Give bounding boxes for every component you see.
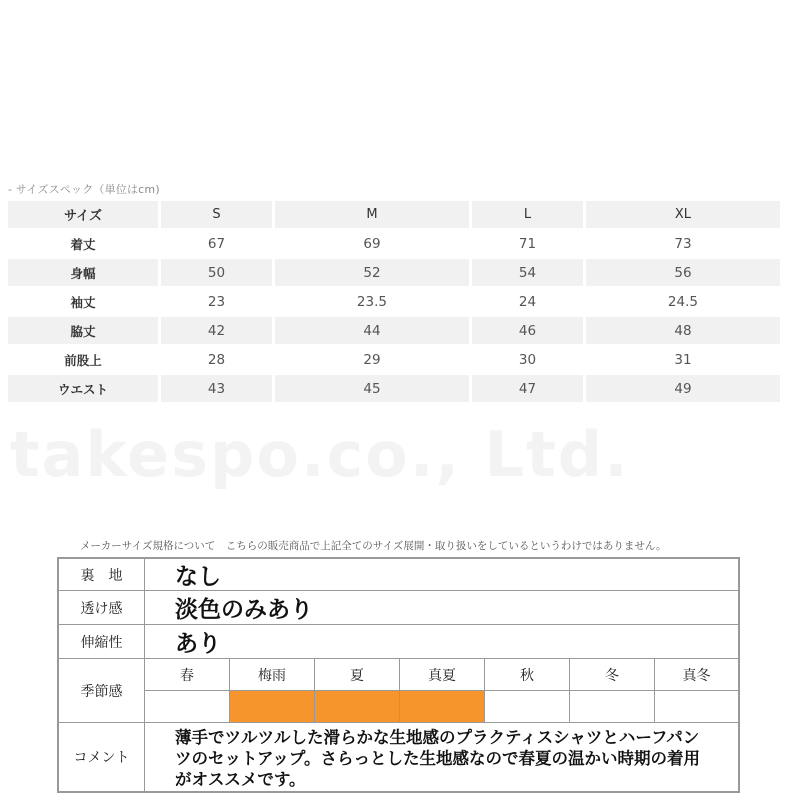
header-label: サイズ <box>8 201 158 228</box>
comment-line: ツのセットアップ。さらっとした生地感なので春夏の温かい時期の着用 <box>175 749 701 768</box>
comment-line: がオススメです。 <box>175 770 306 789</box>
size-spec-table <box>5 199 783 404</box>
season-header: 真夏 <box>400 659 485 691</box>
season-header: 秋 <box>485 659 570 691</box>
header-size: S <box>161 201 272 228</box>
lining-label: 裏 地 <box>59 559 145 591</box>
table-cell: 30 <box>472 346 583 373</box>
table-row <box>8 346 780 373</box>
table-cell: 23.5 <box>275 288 469 315</box>
header-size: XL <box>586 201 780 228</box>
table-cell: 69 <box>275 230 469 257</box>
stretch-value: あり <box>145 625 738 659</box>
table-cell: 43 <box>161 375 272 402</box>
comment-label: コメント <box>59 723 145 791</box>
product-details-grid <box>57 557 740 793</box>
table-cell: 48 <box>586 317 780 344</box>
row-label: 袖丈 <box>8 288 158 315</box>
maker-size-note: メーカーサイズ規格について こちらの販売商品で上記全てのサイズ展開・取り扱いをしているというわけではありません。 <box>80 540 667 552</box>
table-cell: 24.5 <box>586 288 780 315</box>
table-cell: 71 <box>472 230 583 257</box>
header-size: M <box>275 201 469 228</box>
season-label: 季節感 <box>59 659 145 723</box>
season-header: 春 <box>145 659 230 691</box>
table-cell: 54 <box>472 259 583 286</box>
table-cell: 73 <box>586 230 780 257</box>
table-cell: 50 <box>161 259 272 286</box>
table-cell: 46 <box>472 317 583 344</box>
lining-value: なし <box>145 559 738 591</box>
table-cell: 23 <box>161 288 272 315</box>
comment-text <box>145 723 738 791</box>
table-cell: 29 <box>275 346 469 373</box>
row-label: 脇丈 <box>8 317 158 344</box>
table-header-row <box>8 201 780 228</box>
table-cell: 42 <box>161 317 272 344</box>
table-cell: 24 <box>472 288 583 315</box>
table-cell: 45 <box>275 375 469 402</box>
table-cell: 49 <box>586 375 780 402</box>
table-row <box>8 230 780 257</box>
sheer-value: 淡色のみあり <box>145 591 738 625</box>
table-cell: 44 <box>275 317 469 344</box>
season-header: 冬 <box>570 659 655 691</box>
season-header: 梅雨 <box>230 659 315 691</box>
row-label: ウエスト <box>8 375 158 402</box>
season-indicator <box>315 691 400 723</box>
table-cell: 31 <box>586 346 780 373</box>
season-header: 真冬 <box>655 659 738 691</box>
sheer-label: 透け感 <box>59 591 145 625</box>
header-size: L <box>472 201 583 228</box>
table-cell: 52 <box>275 259 469 286</box>
table-cell: 28 <box>161 346 272 373</box>
season-indicator <box>145 691 230 723</box>
table-cell: 67 <box>161 230 272 257</box>
row-label: 着丈 <box>8 230 158 257</box>
season-indicator <box>570 691 655 723</box>
row-label: 身幅 <box>8 259 158 286</box>
season-header: 夏 <box>315 659 400 691</box>
comment-line: 薄手でツルツルした滑らかな生地感のプラクティスシャツとハーフパン <box>175 728 700 747</box>
table-cell: 47 <box>472 375 583 402</box>
stretch-label: 伸縮性 <box>59 625 145 659</box>
watermark: takespo.co., Ltd. <box>10 418 630 491</box>
season-indicator <box>655 691 738 723</box>
table-row <box>8 375 780 402</box>
season-indicator <box>400 691 485 723</box>
spec-title: - サイズスペック（単位はcm) <box>8 183 160 196</box>
table-row <box>8 317 780 344</box>
season-indicator <box>230 691 315 723</box>
table-row <box>8 288 780 315</box>
season-indicator <box>485 691 570 723</box>
table-row <box>8 259 780 286</box>
table-cell: 56 <box>586 259 780 286</box>
row-label: 前股上 <box>8 346 158 373</box>
